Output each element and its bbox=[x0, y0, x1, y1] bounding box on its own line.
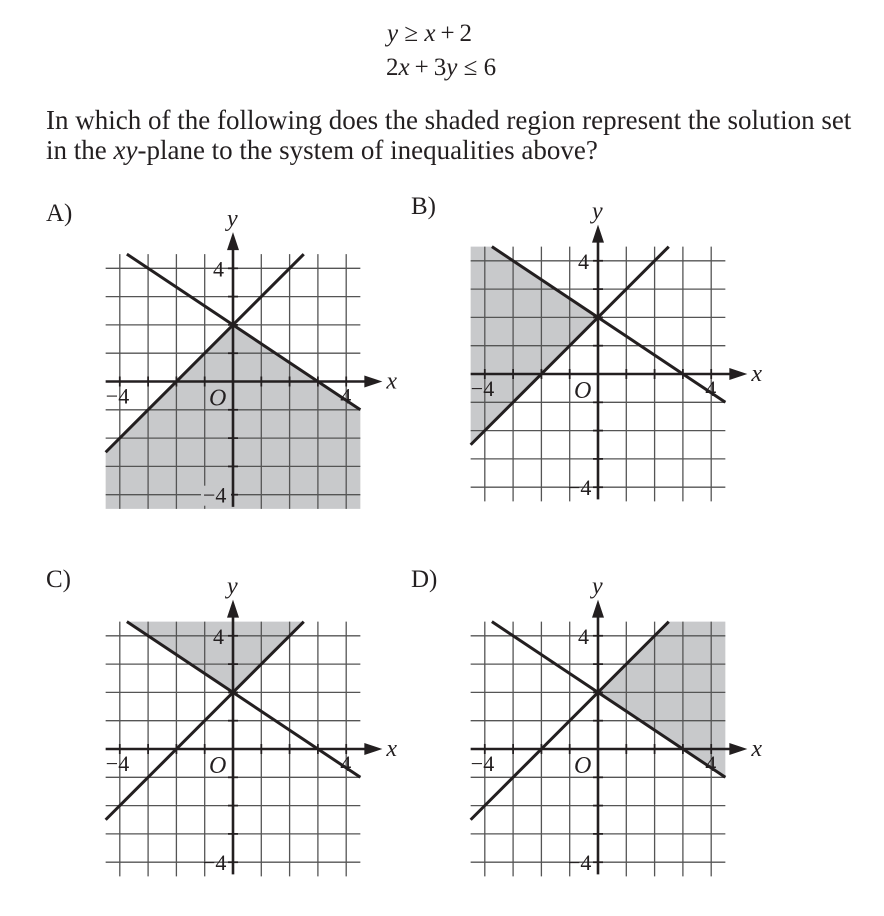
y-axis-arrow-icon bbox=[592, 225, 604, 243]
y-tick-label-neg4: −4 bbox=[203, 482, 227, 508]
x-axis-label: x bbox=[386, 736, 398, 762]
x-tick-label-4: 4 bbox=[705, 751, 717, 776]
x-axis-arrow-icon bbox=[364, 376, 382, 388]
x-axis-arrow-icon bbox=[364, 743, 382, 755]
x-axis-label: x bbox=[751, 361, 763, 387]
y-axis-arrow-icon bbox=[227, 232, 239, 250]
y-axis-label: y bbox=[227, 573, 238, 600]
inequality-2-op: ≤ bbox=[463, 54, 478, 81]
x-axis-arrow-icon bbox=[729, 743, 747, 755]
origin-label: O bbox=[209, 753, 227, 779]
inequality-1-op: ≥ bbox=[404, 20, 419, 47]
y-axis-label: y bbox=[592, 198, 603, 225]
y-tick-label-4: 4 bbox=[213, 623, 224, 649]
origin-label: O bbox=[209, 385, 227, 412]
x-tick-label-4: 4 bbox=[705, 376, 717, 401]
x-tick-label-neg4: −4 bbox=[105, 751, 130, 776]
choice-label-c[interactable]: C) bbox=[46, 566, 71, 593]
x-axis-arrow-icon bbox=[729, 368, 747, 380]
y-tick-label-neg4: −4 bbox=[568, 850, 592, 876]
choice-label-b[interactable]: B) bbox=[411, 193, 436, 220]
x-tick-label-4: 4 bbox=[340, 751, 352, 776]
choice-label-a[interactable]: A) bbox=[46, 200, 73, 227]
x-tick-label-4: 4 bbox=[340, 383, 352, 409]
inequality-1-left: y bbox=[387, 20, 399, 47]
inequality-2-left: 2x + 3y bbox=[386, 54, 458, 81]
y-tick-label-neg4: −4 bbox=[568, 475, 592, 501]
x-axis-label: x bbox=[386, 368, 398, 395]
x-axis-label: x bbox=[751, 736, 763, 762]
graph-a bbox=[104, 206, 398, 509]
inequality-1-right: x + 2 bbox=[424, 20, 473, 47]
graph-b bbox=[469, 199, 763, 502]
y-tick-label-4: 4 bbox=[578, 248, 589, 274]
y-tick-label-4: 4 bbox=[578, 623, 589, 649]
y-axis-label: y bbox=[592, 573, 603, 600]
graph-c bbox=[104, 574, 398, 877]
x-tick-label-neg4: −4 bbox=[470, 751, 495, 776]
x-tick-label-neg4: −4 bbox=[105, 383, 130, 409]
graph-d bbox=[469, 574, 763, 877]
y-tick-label-4: 4 bbox=[213, 256, 224, 282]
y-axis-label: y bbox=[227, 206, 238, 233]
y-axis-arrow-icon bbox=[592, 600, 604, 618]
choice-label-d[interactable]: D) bbox=[411, 566, 438, 593]
origin-label: O bbox=[574, 378, 592, 404]
y-axis-arrow-icon bbox=[227, 600, 239, 618]
x-tick-label-neg4: −4 bbox=[470, 376, 495, 401]
question-part-2: -plane to the system of inequalities above? bbox=[137, 135, 598, 165]
origin-label: O bbox=[574, 753, 592, 779]
y-tick-label-neg4: −4 bbox=[203, 850, 227, 876]
inequality-2-right: 6 bbox=[483, 54, 497, 81]
question-part-1: In which of the following does the shaded region represent the solution set in the bbox=[46, 105, 852, 165]
question-italic-xy: xy bbox=[113, 135, 138, 165]
